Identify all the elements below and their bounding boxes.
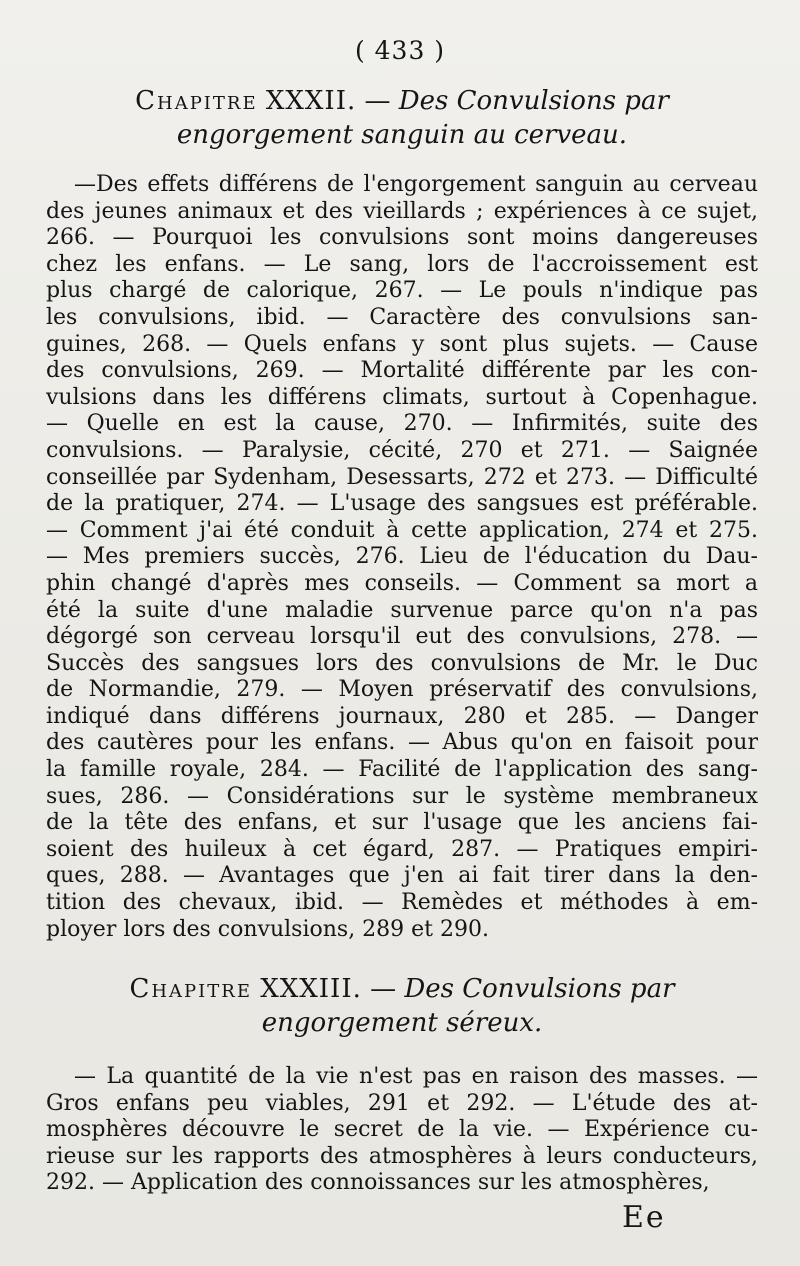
- text-line: des convulsions, 269. — Mortalité différente par les con-: [46, 358, 758, 384]
- text-line: — Quelle en est la cause, 270. — Infirmités, suite des: [46, 411, 758, 437]
- text-line: des jeunes animaux et des vieillards ; expériences à ce sujet,: [46, 198, 758, 224]
- chapter-heading-line-1: [46, 972, 758, 1006]
- text-line: de Normandie, 279. — Moyen préservatif des convulsions,: [46, 677, 758, 703]
- text-line: vulsions dans les différens climats, surtout à Copenhague.: [46, 384, 758, 410]
- text-line: de la tête des enfans, et sur l'usage que les anciens fai-: [46, 810, 758, 836]
- text-line: plus chargé de calorique, 267. — Le pouls n'indique pas: [46, 278, 758, 304]
- chapter-title-part-1: Des Convulsions par: [404, 974, 675, 1004]
- chapter-xxxiii-summary: [46, 1064, 758, 1197]
- chapter-heading-xxxiii: [46, 972, 758, 1040]
- text-line: indiqué dans différens journaux, 280 et 285. — Danger: [46, 703, 758, 729]
- text-line: — La quantité de la vie n'est pas en raison des masses. —: [74, 1064, 758, 1089]
- text-line: Gros enfans peu viables, 291 et 292. — L'étude des at-: [46, 1090, 758, 1116]
- text-line: Succès des sangsues lors des convulsions de Mr. le Duc: [46, 650, 758, 676]
- chapter-number: XXXII.: [265, 86, 357, 116]
- text-line: phin changé d'après mes conseils. — Comment sa mort a: [46, 570, 758, 596]
- text-line: 292. — Application des connoissances sur les atmosphères,: [46, 1170, 710, 1196]
- text-line: — Comment j'ai été conduit à cette application, 274 et 275.: [46, 517, 758, 543]
- text-line: convulsions. — Paralysie, cécité, 270 et 271. — Saignée: [46, 437, 758, 463]
- text-line: sues, 286. — Considérations sur le système membraneux: [46, 783, 758, 809]
- text-line: —Des effets différens de l'engorgement sanguin au cerveau: [74, 172, 758, 197]
- page-number: ( 433 ): [354, 36, 446, 65]
- text-line: guines, 268. — Quels enfans y sont plus sujets. — Cause: [46, 331, 758, 357]
- chapter-label: Chapitre: [135, 86, 258, 116]
- text-line: ques, 288. — Avantages que j'en ai fait tirer dans la den-: [46, 863, 758, 889]
- chapter-title-part-2: engorgement séreux.: [261, 1008, 543, 1038]
- text-line: dégorgé son cerveau lorsqu'il eut des convulsions, 278. —: [46, 624, 758, 650]
- chapter-heading-xxxii: [46, 84, 758, 152]
- text-line: ployer lors des convulsions, 289 et 290.: [46, 916, 489, 942]
- signature-mark: Ee: [622, 1200, 666, 1235]
- text-line: conseillée par Sydenham, Desessarts, 272 et 273. — Difficulté: [46, 464, 758, 490]
- chapter-dash: —: [370, 974, 397, 1004]
- chapter-title-part-1: Des Convulsions par: [398, 86, 669, 116]
- chapter-label: Chapitre: [129, 974, 252, 1004]
- chapter-heading-line-1: [46, 84, 758, 118]
- text-line: soient des huileux à cet égard, 287. — Pratiques empiri-: [46, 836, 758, 862]
- text-line: été la suite d'une maladie survenue parce qu'on n'a pas: [46, 597, 758, 623]
- text-line: les convulsions, ibid. — Caractère des convulsions san-: [46, 304, 758, 330]
- text-line: tition des chevaux, ibid. — Remèdes et méthodes à em-: [46, 890, 758, 916]
- text-line: chez les enfans. — Le sang, lors de l'accroissement est: [46, 251, 758, 277]
- chapter-dash: —: [364, 86, 391, 116]
- chapter-xxxii-summary: [46, 172, 758, 943]
- chapter-number: XXXIII.: [260, 974, 362, 1004]
- chapter-title-part-2: engorgement sanguin au cerveau.: [176, 120, 628, 150]
- text-line: de la pratiquer, 274. — L'usage des sangsues est préférable.: [46, 491, 758, 517]
- text-line: rieuse sur les rapports des atmosphères à leurs conducteurs,: [46, 1143, 758, 1169]
- text-line: — Mes premiers succès, 276. Lieu de l'éducation du Dau-: [46, 544, 758, 570]
- text-line: la famille royale, 284. — Facilité de l'application des sang-: [46, 757, 758, 783]
- text-line: 266. — Pourquoi les convulsions sont moins dangereuses: [46, 225, 758, 251]
- text-line: mosphères découvre le secret de la vie. — Expérience cu-: [46, 1117, 758, 1143]
- text-line: des cautères pour les enfans. — Abus qu'on en faisoit pour: [46, 730, 758, 756]
